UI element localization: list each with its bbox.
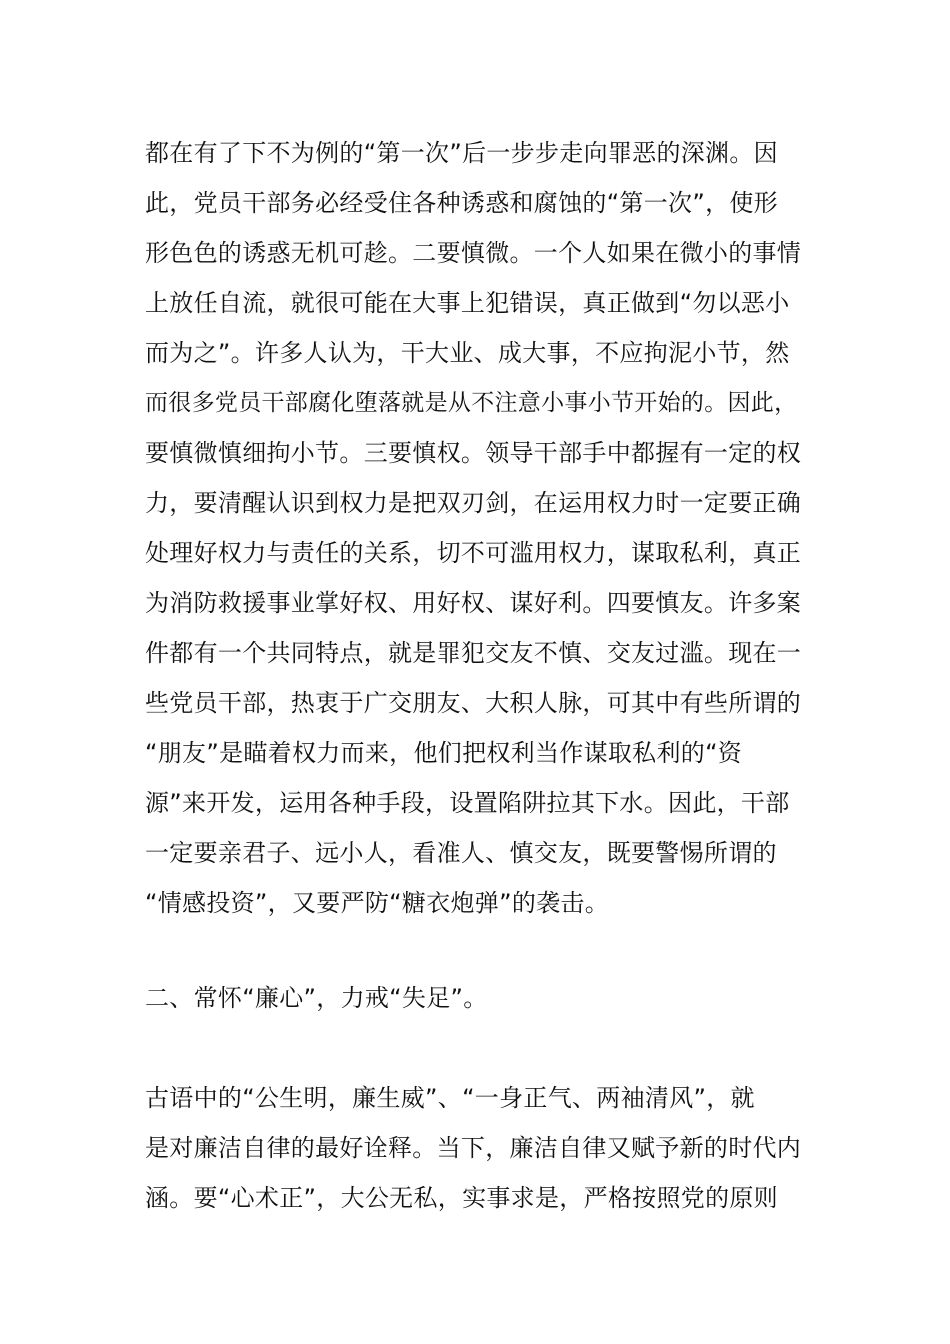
paragraph-line: 上放任自流，就很可能在大事上犯错误，真正做到“勿以恶小: [145, 289, 790, 317]
paragraph-line: 处理好权力与责任的关系，切不可滥用权力，谋取私利，真正: [145, 539, 802, 567]
paragraph-2: [145, 1073, 810, 1223]
paragraph-line: 此，党员干部务必经受住各种诱惑和腐蚀的“第一次”，使形: [145, 189, 778, 217]
paragraph-line: “情感投资”，又要严防“糖衣炮弹”的袭击。: [145, 889, 610, 917]
paragraph-line: 涵。要“心术正”，大公无私，实事求是，严格按照党的原则: [145, 1184, 778, 1212]
paragraph-line: 而很多党员干部腐化堕落就是从不注意小事小节开始的。因此，: [145, 390, 798, 416]
paragraph-line: 都在有了下不为例的“第一次”后一步步走向罪恶的深渊。因: [145, 139, 778, 167]
section-heading-text: 二、常怀“廉心”，力戒“失足”。: [145, 984, 488, 1012]
paragraph-line: 形色色的诱惑无机可趁。二要慎微。一个人如果在微小的事情: [145, 239, 802, 267]
paragraph-line: 件都有一个共同特点，就是罪犯交友不慎、交友过滥。现在一: [145, 639, 802, 667]
paragraph-line: 源”来开发，运用各种手段，设置陷阱拉其下水。因此，干部: [145, 789, 790, 817]
paragraph-line: 力，要清醒认识到权力是把双刃剑，在运用权力时一定要正确: [145, 489, 802, 517]
paragraph-line: 要慎微慎细拘小节。三要慎权。领导干部手中都握有一定的权: [145, 439, 802, 467]
paragraph-line: 而为之”。许多人认为，干大业、成大事，不应拘泥小节，然: [145, 339, 790, 367]
paragraph-line: “朋友”是瞄着权力而来，他们把权利当作谋取私利的“资: [145, 739, 743, 767]
paragraph-line: 是对廉洁自律的最好诠释。当下，廉洁自律又赋予新的时代内: [145, 1134, 802, 1162]
paragraph-line: 些党员干部，热衷于广交朋友、大积人脉，可其中有些所谓的: [145, 689, 802, 717]
paragraph-line: 为消防救援事业掌好权、用好权、谋好利。四要慎友。许多案: [145, 589, 802, 617]
paragraph-1: [145, 128, 810, 928]
paragraph-line: 古语中的“公生明，廉生威”、“一身正气、两袖清风”，就: [145, 1084, 755, 1112]
paragraph-line: 一定要亲君子、远小人，看准人、慎交友，既要警惕所谓的: [145, 839, 777, 867]
section-heading: [145, 973, 810, 1023]
